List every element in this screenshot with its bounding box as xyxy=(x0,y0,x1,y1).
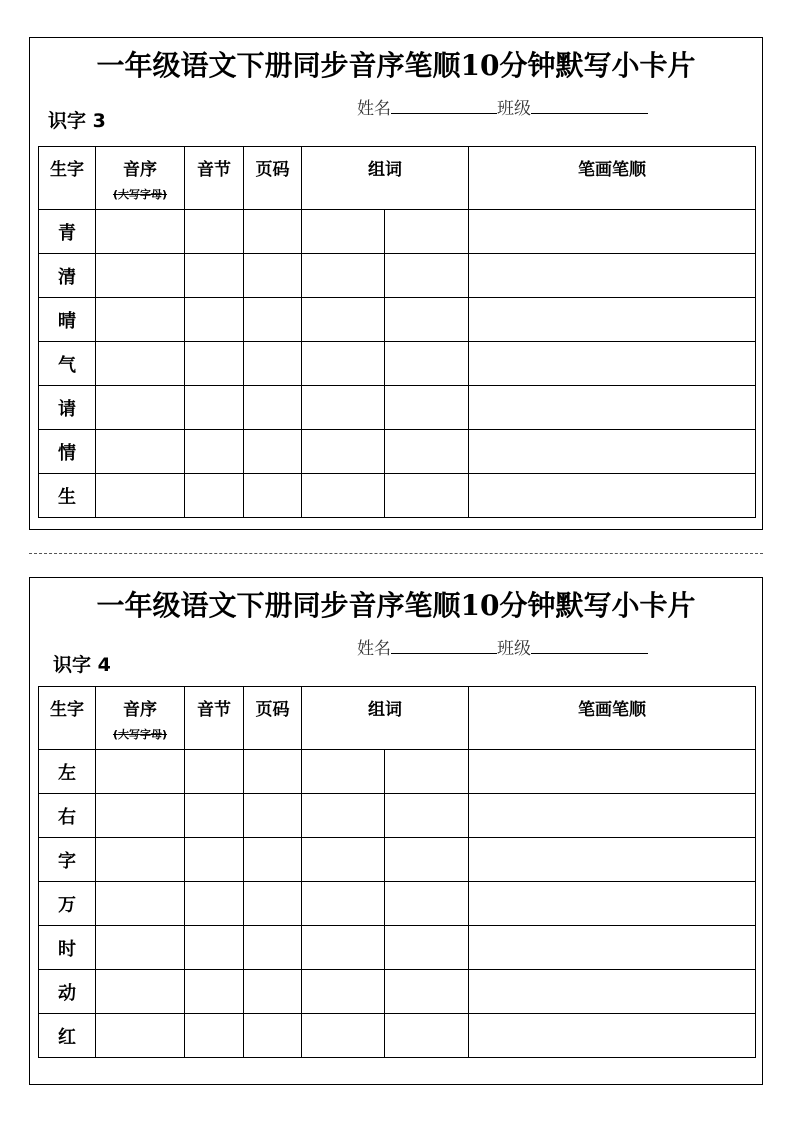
name-blank[interactable] xyxy=(391,97,497,114)
syllable-cell[interactable] xyxy=(185,1014,244,1058)
char-cell: 右 xyxy=(39,794,96,838)
dictation-table xyxy=(38,146,756,518)
word-cell-2[interactable] xyxy=(385,474,469,518)
order-cell[interactable] xyxy=(96,430,185,474)
class-blank[interactable] xyxy=(531,637,648,654)
word-cell-1[interactable] xyxy=(302,882,385,926)
order-cell[interactable] xyxy=(96,838,185,882)
page-cell[interactable] xyxy=(244,298,302,342)
word-cell-1[interactable] xyxy=(302,970,385,1014)
header-page: 页码 xyxy=(244,687,302,750)
lesson-label: 识字 3 xyxy=(48,110,106,132)
header-char: 生字 xyxy=(39,147,96,210)
table-row xyxy=(39,430,756,474)
strokes-cell[interactable] xyxy=(469,794,756,838)
strokes-cell[interactable] xyxy=(469,386,756,430)
header-words: 组词 xyxy=(302,687,469,750)
word-cell-2[interactable] xyxy=(385,254,469,298)
table-row xyxy=(39,750,756,794)
header-syllable: 音节 xyxy=(185,687,244,750)
word-cell-2[interactable] xyxy=(385,430,469,474)
lesson-label: 识字 4 xyxy=(53,654,111,676)
name-class-line xyxy=(357,94,648,119)
header-page: 页码 xyxy=(244,147,302,210)
char-cell: 万 xyxy=(39,882,96,926)
header-order-label: 音序 xyxy=(123,700,157,720)
word-cell-1[interactable] xyxy=(302,298,385,342)
page-cell[interactable] xyxy=(244,386,302,430)
syllable-cell[interactable] xyxy=(185,794,244,838)
page-cell[interactable] xyxy=(244,838,302,882)
order-cell[interactable] xyxy=(96,926,185,970)
header-row xyxy=(39,687,756,750)
order-cell[interactable] xyxy=(96,882,185,926)
page-cell[interactable] xyxy=(244,882,302,926)
syllable-cell[interactable] xyxy=(185,386,244,430)
name-label: 姓名 xyxy=(357,639,391,659)
strokes-cell[interactable] xyxy=(469,474,756,518)
word-cell-1[interactable] xyxy=(302,386,385,430)
table-row xyxy=(39,882,756,926)
char-cell: 时 xyxy=(39,926,96,970)
order-cell[interactable] xyxy=(96,1014,185,1058)
char-cell: 生 xyxy=(39,474,96,518)
cut-line-divider xyxy=(29,553,763,554)
page-cell[interactable] xyxy=(244,254,302,298)
word-cell-1[interactable] xyxy=(302,342,385,386)
page-cell[interactable] xyxy=(244,1014,302,1058)
word-cell-1[interactable] xyxy=(302,750,385,794)
page-cell[interactable] xyxy=(244,474,302,518)
class-blank[interactable] xyxy=(531,97,648,114)
strokes-cell[interactable] xyxy=(469,210,756,254)
header-char: 生字 xyxy=(39,687,96,750)
dictation-card-1 xyxy=(29,37,763,530)
syllable-cell[interactable] xyxy=(185,750,244,794)
table-row xyxy=(39,298,756,342)
word-cell-2[interactable] xyxy=(385,794,469,838)
table-row xyxy=(39,794,756,838)
strokes-cell[interactable] xyxy=(469,970,756,1014)
char-cell: 动 xyxy=(39,970,96,1014)
page-cell[interactable] xyxy=(244,970,302,1014)
word-cell-1[interactable] xyxy=(302,926,385,970)
word-cell-1[interactable] xyxy=(302,474,385,518)
table-row xyxy=(39,838,756,882)
page-cell[interactable] xyxy=(244,210,302,254)
word-cell-2[interactable] xyxy=(385,838,469,882)
order-cell[interactable] xyxy=(96,750,185,794)
header-syllable: 音节 xyxy=(185,147,244,210)
strokes-cell[interactable] xyxy=(469,750,756,794)
word-cell-2[interactable] xyxy=(385,386,469,430)
char-cell: 左 xyxy=(39,750,96,794)
order-cell[interactable] xyxy=(96,298,185,342)
order-cell[interactable] xyxy=(96,210,185,254)
card-title: 一年级语文下册同步音序笔顺10分钟默写小卡片 xyxy=(96,49,696,82)
word-cell-2[interactable] xyxy=(385,970,469,1014)
header-words: 组词 xyxy=(302,147,469,210)
syllable-cell[interactable] xyxy=(185,298,244,342)
char-cell: 气 xyxy=(39,342,96,386)
strokes-cell[interactable] xyxy=(469,342,756,386)
header-order-note: (大写字母) xyxy=(112,728,168,741)
page-cell[interactable] xyxy=(244,750,302,794)
syllable-cell[interactable] xyxy=(185,210,244,254)
name-class-line xyxy=(357,634,648,659)
table-row xyxy=(39,386,756,430)
order-cell[interactable] xyxy=(96,342,185,386)
syllable-cell[interactable] xyxy=(185,474,244,518)
table-row xyxy=(39,254,756,298)
word-cell-1[interactable] xyxy=(302,838,385,882)
page-cell[interactable] xyxy=(244,342,302,386)
strokes-cell[interactable] xyxy=(469,882,756,926)
header-strokes: 笔画笔顺 xyxy=(469,147,756,210)
table-row xyxy=(39,1014,756,1058)
word-cell-1[interactable] xyxy=(302,210,385,254)
syllable-cell[interactable] xyxy=(185,254,244,298)
word-cell-2[interactable] xyxy=(385,342,469,386)
word-cell-1[interactable] xyxy=(302,254,385,298)
class-label: 班级 xyxy=(497,99,531,119)
dictation-table xyxy=(38,686,756,1058)
char-cell: 清 xyxy=(39,254,96,298)
header-row xyxy=(39,147,756,210)
word-cell-2[interactable] xyxy=(385,926,469,970)
char-cell: 青 xyxy=(39,210,96,254)
char-cell: 情 xyxy=(39,430,96,474)
strokes-cell[interactable] xyxy=(469,1014,756,1058)
table-row xyxy=(39,342,756,386)
header-order xyxy=(96,687,185,750)
char-cell: 字 xyxy=(39,838,96,882)
word-cell-2[interactable] xyxy=(385,750,469,794)
word-cell-2[interactable] xyxy=(385,298,469,342)
class-label: 班级 xyxy=(497,639,531,659)
header-order-note: (大写字母) xyxy=(112,188,168,201)
word-cell-2[interactable] xyxy=(385,1014,469,1058)
strokes-cell[interactable] xyxy=(469,298,756,342)
strokes-cell[interactable] xyxy=(469,926,756,970)
page-cell[interactable] xyxy=(244,794,302,838)
page-cell[interactable] xyxy=(244,926,302,970)
word-cell-2[interactable] xyxy=(385,882,469,926)
char-cell: 红 xyxy=(39,1014,96,1058)
word-cell-1[interactable] xyxy=(302,794,385,838)
order-cell[interactable] xyxy=(96,794,185,838)
char-cell: 晴 xyxy=(39,298,96,342)
strokes-cell[interactable] xyxy=(469,838,756,882)
page-cell[interactable] xyxy=(244,430,302,474)
name-label: 姓名 xyxy=(357,99,391,119)
strokes-cell[interactable] xyxy=(469,430,756,474)
syllable-cell[interactable] xyxy=(185,926,244,970)
order-cell[interactable] xyxy=(96,474,185,518)
table-row xyxy=(39,474,756,518)
order-cell[interactable] xyxy=(96,970,185,1014)
name-blank[interactable] xyxy=(391,637,497,654)
word-cell-1[interactable] xyxy=(302,430,385,474)
syllable-cell[interactable] xyxy=(185,342,244,386)
char-cell: 请 xyxy=(39,386,96,430)
word-cell-1[interactable] xyxy=(302,1014,385,1058)
strokes-cell[interactable] xyxy=(469,254,756,298)
table-row xyxy=(39,970,756,1014)
syllable-cell[interactable] xyxy=(185,838,244,882)
header-strokes: 笔画笔顺 xyxy=(469,687,756,750)
syllable-cell[interactable] xyxy=(185,970,244,1014)
header-order xyxy=(96,147,185,210)
dictation-card-2 xyxy=(29,577,763,1085)
card-title: 一年级语文下册同步音序笔顺10分钟默写小卡片 xyxy=(96,589,696,622)
header-order-label: 音序 xyxy=(123,160,157,180)
syllable-cell[interactable] xyxy=(185,882,244,926)
word-cell-2[interactable] xyxy=(385,210,469,254)
order-cell[interactable] xyxy=(96,386,185,430)
table-row xyxy=(39,926,756,970)
order-cell[interactable] xyxy=(96,254,185,298)
syllable-cell[interactable] xyxy=(185,430,244,474)
table-row xyxy=(39,210,756,254)
